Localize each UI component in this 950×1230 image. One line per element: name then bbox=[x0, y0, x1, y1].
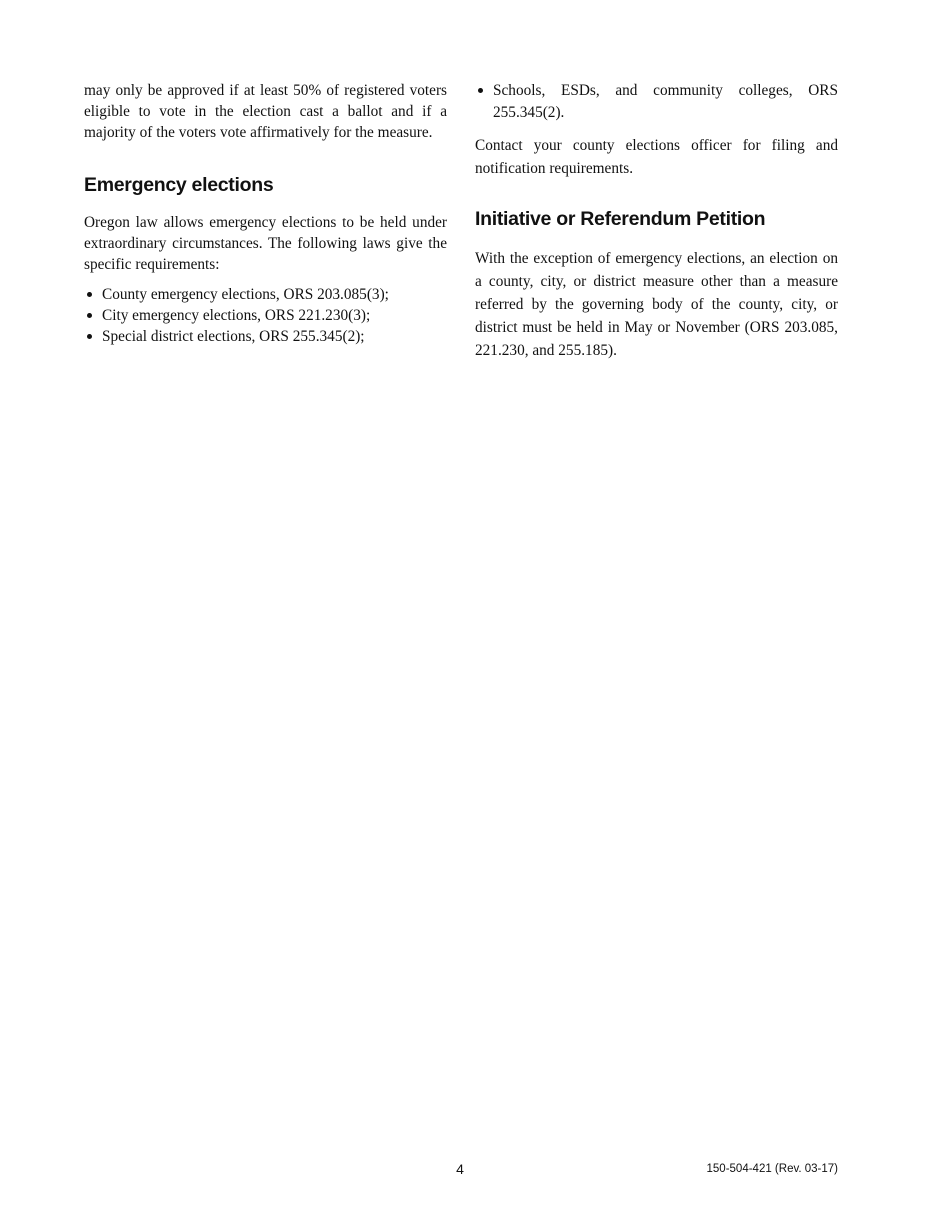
continuation-paragraph: may only be approved if at least 50% of registered voters eligible to vote in the election cast a ballot and if a majority of the voters vote affirmatively for the measure. bbox=[84, 82, 447, 141]
emergency-elections-paragraph: Oregon law allows emergency elections to be held under extraordinary circumstances. The following laws give the specific requirements: bbox=[84, 214, 447, 273]
list-item: Schools, ESDs, and community colleges, ORS 255.345(2). bbox=[475, 80, 838, 123]
initiative-paragraph: With the exception of emergency elections, an election on a county, city, or district measure other than a measure referred by the governing body of the county, city, or district must be held in May or November (ORS 203.085, 221.230, and 255.185). bbox=[475, 250, 838, 359]
emergency-elections-heading: Emergency elections bbox=[84, 174, 274, 196]
form-number: 150-504-421 (Rev. 03-17) bbox=[706, 1163, 838, 1175]
list-item: County emergency elections, ORS 203.085(3); bbox=[84, 284, 447, 305]
initiative-referendum-heading: Initiative or Referendum Petition bbox=[475, 208, 766, 230]
emergency-elections-list bbox=[84, 284, 447, 347]
contact-paragraph: Contact your county elections officer for filing and notification requirements. bbox=[475, 137, 838, 177]
right-column bbox=[475, 80, 838, 362]
left-column bbox=[84, 80, 447, 347]
emergency-elections-list-continued bbox=[475, 80, 838, 123]
page-number: 4 bbox=[456, 1161, 464, 1177]
list-item: Special district elections, ORS 255.345(2); bbox=[84, 326, 447, 347]
list-item: City emergency elections, ORS 221.230(3); bbox=[84, 305, 447, 326]
